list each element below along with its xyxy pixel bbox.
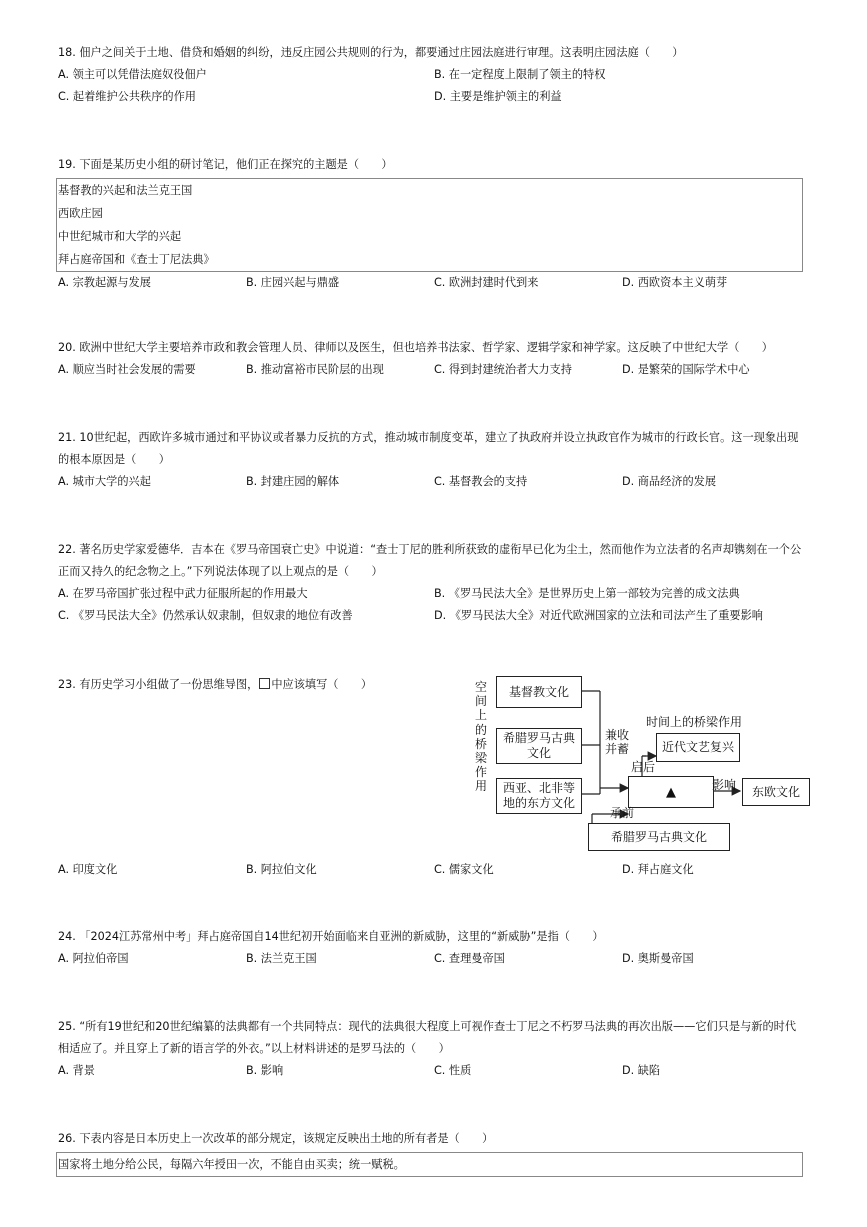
mind-map-diagram xyxy=(470,672,815,857)
label-influence: 影响 xyxy=(712,778,737,792)
question-26 xyxy=(58,1128,803,1177)
option-c[interactable]: C. 得到封建统治者大力支持 xyxy=(434,363,572,376)
option-b[interactable]: B. 推动富裕市民阶层的出现 xyxy=(246,363,384,376)
options-row xyxy=(58,605,803,627)
note-line: 拜占庭帝国和《查士丁尼法典》 xyxy=(58,253,215,266)
options-row xyxy=(58,1060,803,1082)
label-absorb: 兼收并蓄 xyxy=(605,728,630,756)
option-b[interactable]: B. 法兰克王国 xyxy=(246,952,317,965)
question-stem: 22. 著名历史学家爱德华．吉本在《罗马帝国衰亡史》中说道：“查士丁尼的胜利所获致的虚衔早已化为尘土，然而他作为立法者的名声却镌刻在一个公正而又持久的纪念物之上。”下列说法体现了以上观点的是（ ） xyxy=(58,543,802,578)
question-22 xyxy=(58,539,803,627)
options-row xyxy=(58,948,803,970)
option-d[interactable]: D. 《罗马民法大全》对近代欧洲国家的立法和司法产生了重要影响 xyxy=(434,609,763,622)
center-blank-box: ▲ xyxy=(628,776,714,808)
options-row xyxy=(58,86,803,108)
option-a[interactable]: A. 在罗马帝国扩张过程中武力征服所起的作用最大 xyxy=(58,587,308,600)
option-a[interactable]: A. 宗教起源与发展 xyxy=(58,276,151,289)
option-d[interactable]: D. 缺陷 xyxy=(622,1064,661,1077)
box-east-europe: 东欧文化 xyxy=(742,778,810,806)
option-d[interactable]: D. 拜占庭文化 xyxy=(622,863,694,876)
option-c[interactable]: C. 儒家文化 xyxy=(434,863,494,876)
option-a[interactable]: A. 阿拉伯帝国 xyxy=(58,952,129,965)
label-inspire: 启后 xyxy=(631,760,656,774)
note-line: 西欧庄园 xyxy=(58,207,103,220)
box-greco-roman-culture-2: 希腊罗马古典文化 xyxy=(588,823,730,851)
option-c[interactable]: C. 性质 xyxy=(434,1064,472,1077)
options-row xyxy=(58,471,803,493)
option-b[interactable]: B. 封建庄园的解体 xyxy=(246,475,340,488)
option-a[interactable]: A. 印度文化 xyxy=(58,863,118,876)
question-21 xyxy=(58,427,803,493)
question-25 xyxy=(58,1016,803,1082)
option-d[interactable]: D. 商品经济的发展 xyxy=(622,475,717,488)
stem-before: 23. 有历史学习小组做了一份思维导图， xyxy=(58,678,259,691)
question-stem: 24. 「2024江苏常州中考」拜占庭帝国自14世纪初开始面临来自亚洲的新威胁，这里的“新威胁”是指（ ） xyxy=(58,930,604,943)
question-stem: 25. “所有19世纪和20世纪编纂的法典都有一个共同特点：现代的法典很大程度上可视作查士丁尼之不朽罗马法典的再次出版——它们只是与新的时代相适应了。并且穿上了新的语言学的外衣。”以上材料讲述的是罗马法的（ ） xyxy=(58,1020,797,1055)
question-stem: 18. 佃户之间关于土地、借贷和婚姻的纠纷，违反庄园公共规则的行为，都要通过庄园法庭进行审理。这表明庄园法庭（ ） xyxy=(58,46,684,59)
options-row xyxy=(58,64,803,86)
question-stem: 21. 10世纪起，西欧许多城市通过和平协议或者暴力反抗的方式，推动城市制度变革，建立了执政府并设立执政官作为城市的行政长官。这一现象出现的根本原因是（ ） xyxy=(58,431,799,466)
note-line: 基督教的兴起和法兰克王国 xyxy=(58,184,193,197)
box-greco-roman-culture: 希腊罗马古典文化 xyxy=(496,728,582,764)
option-c[interactable]: C. 基督教会的支持 xyxy=(434,475,528,488)
table-cell: 国家将土地分给公民，每隔六年授田一次，不能自由买卖；统一赋税。 xyxy=(58,1158,405,1171)
option-b[interactable]: B. 影响 xyxy=(246,1064,284,1077)
option-b[interactable]: B. 庄园兴起与鼎盛 xyxy=(246,276,340,289)
option-c[interactable]: C. 欧洲封建时代到来 xyxy=(434,276,539,289)
option-b[interactable]: B. 阿拉伯文化 xyxy=(246,863,317,876)
vertical-label: 空间上的桥梁作用 xyxy=(474,680,487,794)
options-row xyxy=(58,272,803,294)
question-24 xyxy=(58,926,803,970)
label-time-bridge: 时间上的桥梁作用 xyxy=(646,715,743,729)
option-d[interactable]: D. 主要是维护领主的利益 xyxy=(434,90,562,103)
question-stem: 20. 欧洲中世纪大学主要培养市政和教会管理人员、律师以及医生，但也培养书法家、哲学家、逻辑学家和神学家。这反映了中世纪大学（ ） xyxy=(58,341,773,354)
options-row xyxy=(58,583,803,605)
option-a[interactable]: A. 城市大学的兴起 xyxy=(58,475,151,488)
notes-box xyxy=(56,178,803,272)
option-a[interactable]: A. 背景 xyxy=(58,1064,95,1077)
label-inherit: 承前 xyxy=(610,806,635,820)
blank-square-icon xyxy=(259,678,270,689)
option-d[interactable]: D. 西欧资本主义萌芽 xyxy=(622,276,728,289)
stem-after: 中应该填写（ ） xyxy=(271,678,373,691)
option-c[interactable]: C. 《罗马民法大全》仍然承认奴隶制，但奴隶的地位有改善 xyxy=(58,609,353,622)
options-row xyxy=(58,359,803,381)
options-row xyxy=(58,859,803,881)
box-renaissance: 近代文艺复兴 xyxy=(656,733,740,762)
question-20 xyxy=(58,337,803,381)
option-d[interactable]: D. 是繁荣的国际学术中心 xyxy=(622,363,750,376)
table-box xyxy=(56,1152,803,1177)
option-c[interactable]: C. 查理曼帝国 xyxy=(434,952,505,965)
option-c[interactable]: C. 起着维护公共秩序的作用 xyxy=(58,90,196,103)
question-18 xyxy=(58,42,803,108)
option-a[interactable]: A. 领主可以凭借法庭奴役佃户 xyxy=(58,68,207,81)
note-line: 中世纪城市和大学的兴起 xyxy=(58,230,182,243)
option-b[interactable]: B. 在一定程度上限制了领主的特权 xyxy=(434,68,606,81)
question-stem: 26. 下表内容是日本历史上一次改革的部分规定，该规定反映出土地的所有者是（ ） xyxy=(58,1132,494,1145)
option-a[interactable]: A. 顺应当时社会发展的需要 xyxy=(58,363,196,376)
question-stem xyxy=(58,674,458,696)
question-23 xyxy=(58,674,458,696)
option-d[interactable]: D. 奥斯曼帝国 xyxy=(622,952,694,965)
question-stem: 19. 下面是某历史小组的研讨笔记，他们正在探究的主题是（ ） xyxy=(58,158,393,171)
question-19 xyxy=(58,154,803,294)
box-eastern-culture: 西亚、北非等地的东方文化 xyxy=(496,778,582,814)
option-b[interactable]: B. 《罗马民法大全》是世界历史上第一部较为完善的成文法典 xyxy=(434,587,740,600)
question-23-options xyxy=(58,859,803,881)
box-christian-culture: 基督教文化 xyxy=(496,676,582,708)
